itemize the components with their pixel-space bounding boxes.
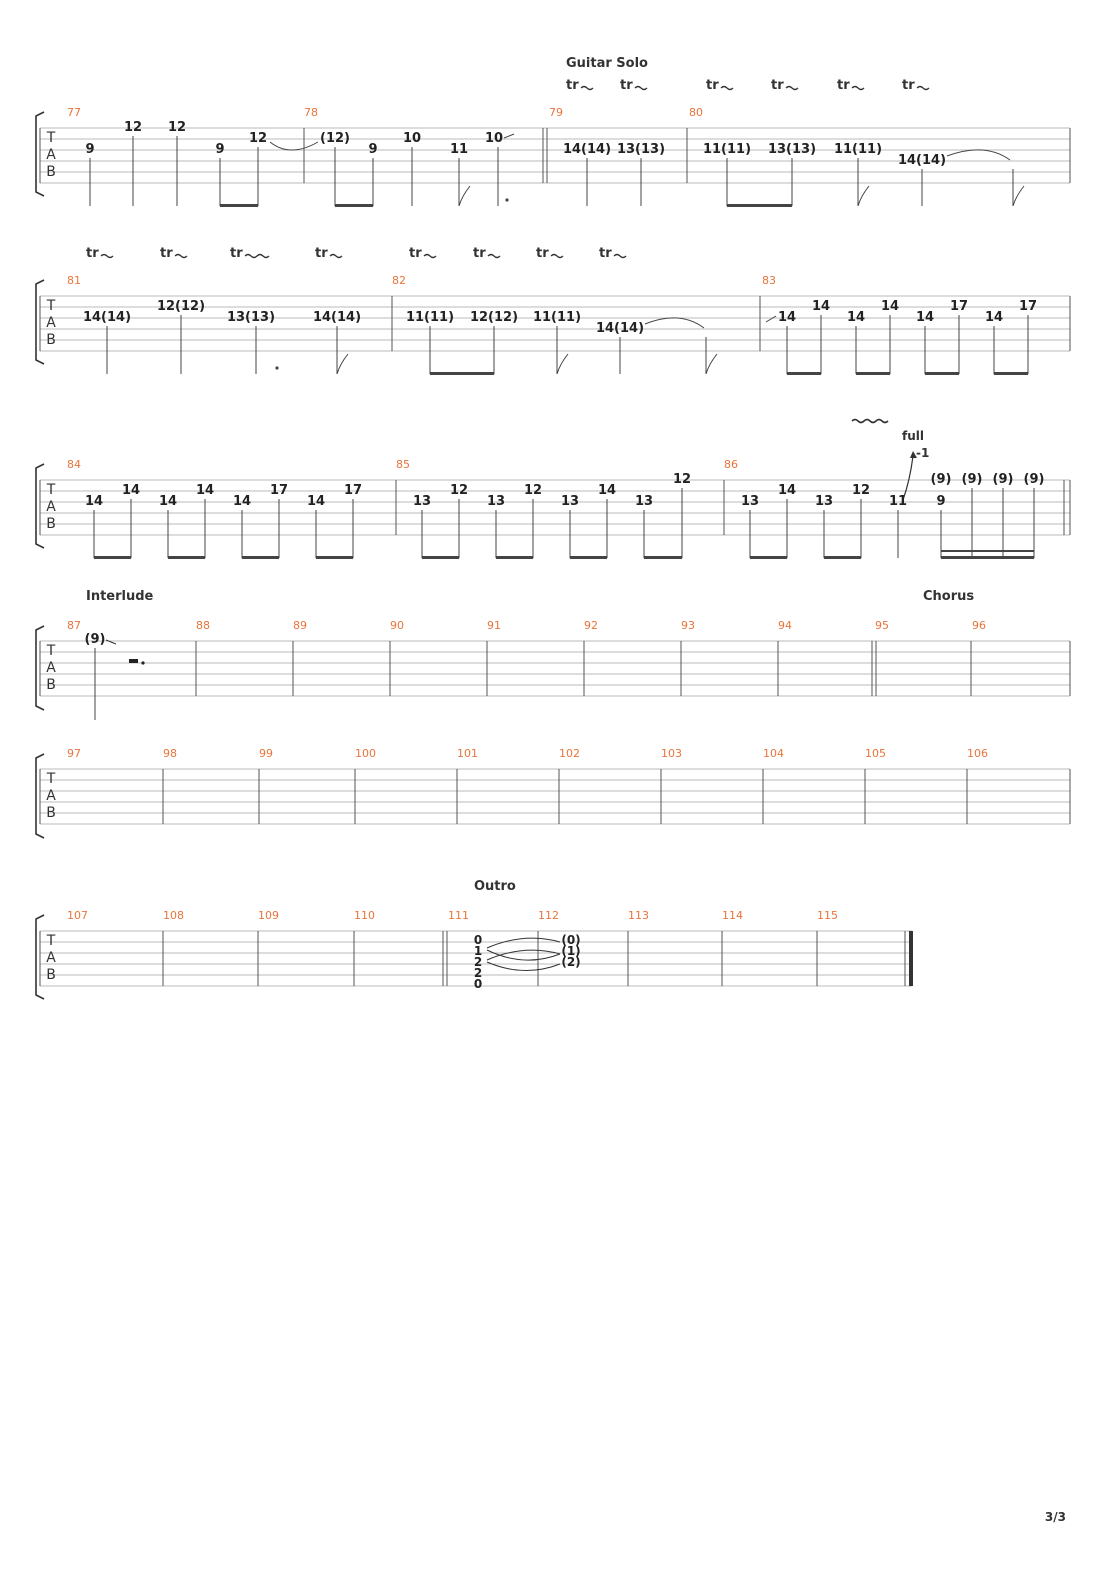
tab-clef <box>46 771 56 821</box>
measure-number: 109 <box>258 909 279 922</box>
measure-number: 77 <box>67 106 81 119</box>
measure-number: 78 <box>304 106 318 119</box>
measure-number: 89 <box>293 619 307 632</box>
measure-number: 85 <box>396 458 410 471</box>
fret-number: 12 <box>851 483 871 498</box>
beams <box>275 366 1028 375</box>
fret-number: 12 <box>167 120 187 135</box>
system-5 <box>36 747 1070 838</box>
tab-clef <box>46 482 56 532</box>
fret-number: 13(13) <box>767 142 817 157</box>
measure-number: 100 <box>355 747 376 760</box>
fret-number: (0) <box>561 933 581 947</box>
fret-number: 12 <box>523 483 543 498</box>
half-rest <box>129 659 138 663</box>
measure-number: 82 <box>392 274 406 287</box>
fret-number: 14(14) <box>312 310 362 325</box>
trill-mark: tr <box>902 78 915 93</box>
tab-clef-a: A <box>46 788 56 804</box>
fret-number: 13 <box>634 494 654 509</box>
fret-number: (9) <box>930 472 952 487</box>
system-3 <box>36 420 1070 560</box>
staff-lines <box>40 641 1070 696</box>
measure-number: 102 <box>559 747 580 760</box>
tab-clef-a: A <box>46 315 56 331</box>
fret-number: 14 <box>880 299 900 314</box>
system-2 <box>36 246 1070 375</box>
tab-clef <box>46 298 56 348</box>
fret-number: 14 <box>232 494 252 509</box>
fret-number: 13(13) <box>616 142 666 157</box>
measure-number: 91 <box>487 619 501 632</box>
fret-number: 14 <box>777 483 797 498</box>
measure-number: 115 <box>817 909 838 922</box>
fret-number: 14 <box>811 299 831 314</box>
measure-number: 80 <box>689 106 703 119</box>
tab-clef-b: B <box>46 516 56 532</box>
measure-number: 105 <box>865 747 886 760</box>
system-1 <box>36 56 1070 207</box>
tab-clef-t: T <box>46 771 56 787</box>
measure-number: 83 <box>762 274 776 287</box>
fret-number: 14 <box>984 310 1004 325</box>
fret-number: 13 <box>486 494 506 509</box>
fret-number: 14 <box>915 310 935 325</box>
fret-number: 0 <box>473 977 483 991</box>
dot <box>505 198 508 201</box>
trill-squiggles <box>581 87 929 90</box>
measure-number: 86 <box>724 458 738 471</box>
tab-clef-t: T <box>46 130 56 146</box>
rhythm-notation <box>90 134 1024 206</box>
measure-number: 103 <box>661 747 682 760</box>
fret-number: 17 <box>949 299 969 314</box>
fret-number: (1) <box>561 944 581 958</box>
fret-number: 14 <box>777 310 797 325</box>
page-number: 3/3 <box>1044 1510 1066 1524</box>
measure-numbers <box>67 909 838 922</box>
fret-number: 12(12) <box>469 310 519 325</box>
fret-number: 10 <box>402 131 422 146</box>
fret-number: (9) <box>992 472 1014 487</box>
trill-mark: tr <box>230 246 243 261</box>
tab-clef-t: T <box>46 933 56 949</box>
section-label-outro: Outro <box>474 879 516 894</box>
ties <box>487 938 560 970</box>
tab-clef-t: T <box>46 643 56 659</box>
fret-number: 14(14) <box>897 153 947 168</box>
fret-number: (12) <box>320 131 350 146</box>
section-label-guitar-solo: Guitar Solo <box>566 56 648 71</box>
barlines <box>40 931 905 986</box>
measure-number: 104 <box>763 747 784 760</box>
fret-number: 2 <box>473 966 483 980</box>
fret-number: 11(11) <box>405 310 455 325</box>
fret-number: 9 <box>215 142 225 157</box>
measure-number: 92 <box>584 619 598 632</box>
trill-mark: tr <box>409 246 422 261</box>
tab-clef-t: T <box>46 298 56 314</box>
measure-number: 81 <box>67 274 81 287</box>
fret-number: 14 <box>846 310 866 325</box>
dot <box>141 661 144 664</box>
measure-number: 90 <box>390 619 404 632</box>
tab-clef-b: B <box>46 805 56 821</box>
measure-number: 99 <box>259 747 273 760</box>
measure-numbers <box>67 106 703 119</box>
fret-number: 13 <box>560 494 580 509</box>
tab-clef-b: B <box>46 332 56 348</box>
fret-number: 17 <box>343 483 363 498</box>
fret-number: 12(12) <box>156 299 206 314</box>
fret-number: 9 <box>85 142 95 157</box>
fret-number: 9 <box>936 494 946 509</box>
trill-mark: tr <box>160 246 173 261</box>
measure-numbers <box>67 458 738 471</box>
trill-mark: tr <box>536 246 549 261</box>
fret-number: 14 <box>597 483 617 498</box>
measure-number: 88 <box>196 619 210 632</box>
measure-number: 94 <box>778 619 792 632</box>
trill-marks <box>86 246 612 261</box>
fret-number: 12 <box>248 131 268 146</box>
system-4 <box>36 589 1070 720</box>
fret-number: 11(11) <box>833 142 883 157</box>
fret-number: (2) <box>561 955 581 969</box>
measure-number: 112 <box>538 909 559 922</box>
bend-release-label: -1 <box>916 446 930 460</box>
fret-number: 11(11) <box>532 310 582 325</box>
measure-number: 106 <box>967 747 988 760</box>
barlines <box>40 641 1070 696</box>
fret-number: 14 <box>158 494 178 509</box>
measure-number: 98 <box>163 747 177 760</box>
fret-number: 14 <box>195 483 215 498</box>
fret-number: 13(13) <box>226 310 276 325</box>
trill-mark: tr <box>837 78 850 93</box>
measure-number: 95 <box>875 619 889 632</box>
fret-number: 11(11) <box>702 142 752 157</box>
barlines <box>40 480 1070 535</box>
fret-number: 0 <box>473 933 483 947</box>
measure-number: 111 <box>448 909 469 922</box>
fret-number: (9) <box>1023 472 1045 487</box>
fret-number: 14(14) <box>82 310 132 325</box>
trill-mark: tr <box>771 78 784 93</box>
trill-marks <box>566 78 915 93</box>
trill-mark: tr <box>315 246 328 261</box>
measure-numbers <box>67 619 986 632</box>
measure-number: 110 <box>354 909 375 922</box>
beams <box>94 550 1034 559</box>
tab-clef-a: A <box>46 660 56 676</box>
measure-number: 97 <box>67 747 81 760</box>
fret-number: 12 <box>123 120 143 135</box>
fret-number: 14 <box>306 494 326 509</box>
measure-number: 114 <box>722 909 743 922</box>
trill-mark: tr <box>599 246 612 261</box>
tab-clef-t: T <box>46 482 56 498</box>
fret-number: 11 <box>888 494 908 509</box>
fret-number: (9) <box>961 472 983 487</box>
tab-clef <box>46 933 56 983</box>
staff-lines <box>40 480 1070 535</box>
tab-clef-b: B <box>46 164 56 180</box>
section-label-chorus: Chorus <box>923 589 975 604</box>
beams <box>220 198 792 207</box>
fret-number: 13 <box>740 494 760 509</box>
measure-number: 79 <box>549 106 563 119</box>
fret-number: 14 <box>84 494 104 509</box>
fret-number: 14(14) <box>562 142 612 157</box>
trill-mark: tr <box>566 78 579 93</box>
trill-mark: tr <box>86 246 99 261</box>
dot <box>275 366 278 369</box>
trill-mark: tr <box>706 78 719 93</box>
fret-number: 17 <box>269 483 289 498</box>
vibrato-mark <box>852 420 888 423</box>
tab-clef-a: A <box>46 147 56 163</box>
tab-clef <box>46 643 56 693</box>
bend-label: full <box>902 429 924 443</box>
fret-number: 1 <box>473 944 483 958</box>
fret-number: 13 <box>814 494 834 509</box>
measure-number: 108 <box>163 909 184 922</box>
system-6 <box>36 879 913 999</box>
final-barline <box>909 931 913 986</box>
staff-lines <box>40 769 1070 824</box>
fret-number: 13 <box>412 494 432 509</box>
fret-number: 11 <box>449 142 469 157</box>
measure-number: 96 <box>972 619 986 632</box>
tab-clef-a: A <box>46 950 56 966</box>
fret-number: 14 <box>121 483 141 498</box>
barlines <box>40 769 1070 824</box>
measure-number: 101 <box>457 747 478 760</box>
section-label-interlude: Interlude <box>86 589 154 604</box>
fret-number: 9 <box>368 142 378 157</box>
tab-clef <box>46 130 56 180</box>
fret-number: (9) <box>84 632 106 647</box>
fret-number: 2 <box>473 955 483 969</box>
measure-number: 84 <box>67 458 81 471</box>
measure-number: 107 <box>67 909 88 922</box>
measure-number: 113 <box>628 909 649 922</box>
measure-numbers <box>67 274 776 287</box>
tab-clef-b: B <box>46 677 56 693</box>
fret-number: 12 <box>672 472 692 487</box>
fret-number: 10 <box>484 131 504 146</box>
fret-number: 12 <box>449 483 469 498</box>
tab-clef-a: A <box>46 499 56 515</box>
trill-mark: tr <box>620 78 633 93</box>
measure-number: 93 <box>681 619 695 632</box>
measure-numbers <box>67 747 988 760</box>
trill-mark: tr <box>473 246 486 261</box>
measure-number: 87 <box>67 619 81 632</box>
fret-number: 17 <box>1018 299 1038 314</box>
tab-clef-b: B <box>46 967 56 983</box>
fret-number: 14(14) <box>595 321 645 336</box>
